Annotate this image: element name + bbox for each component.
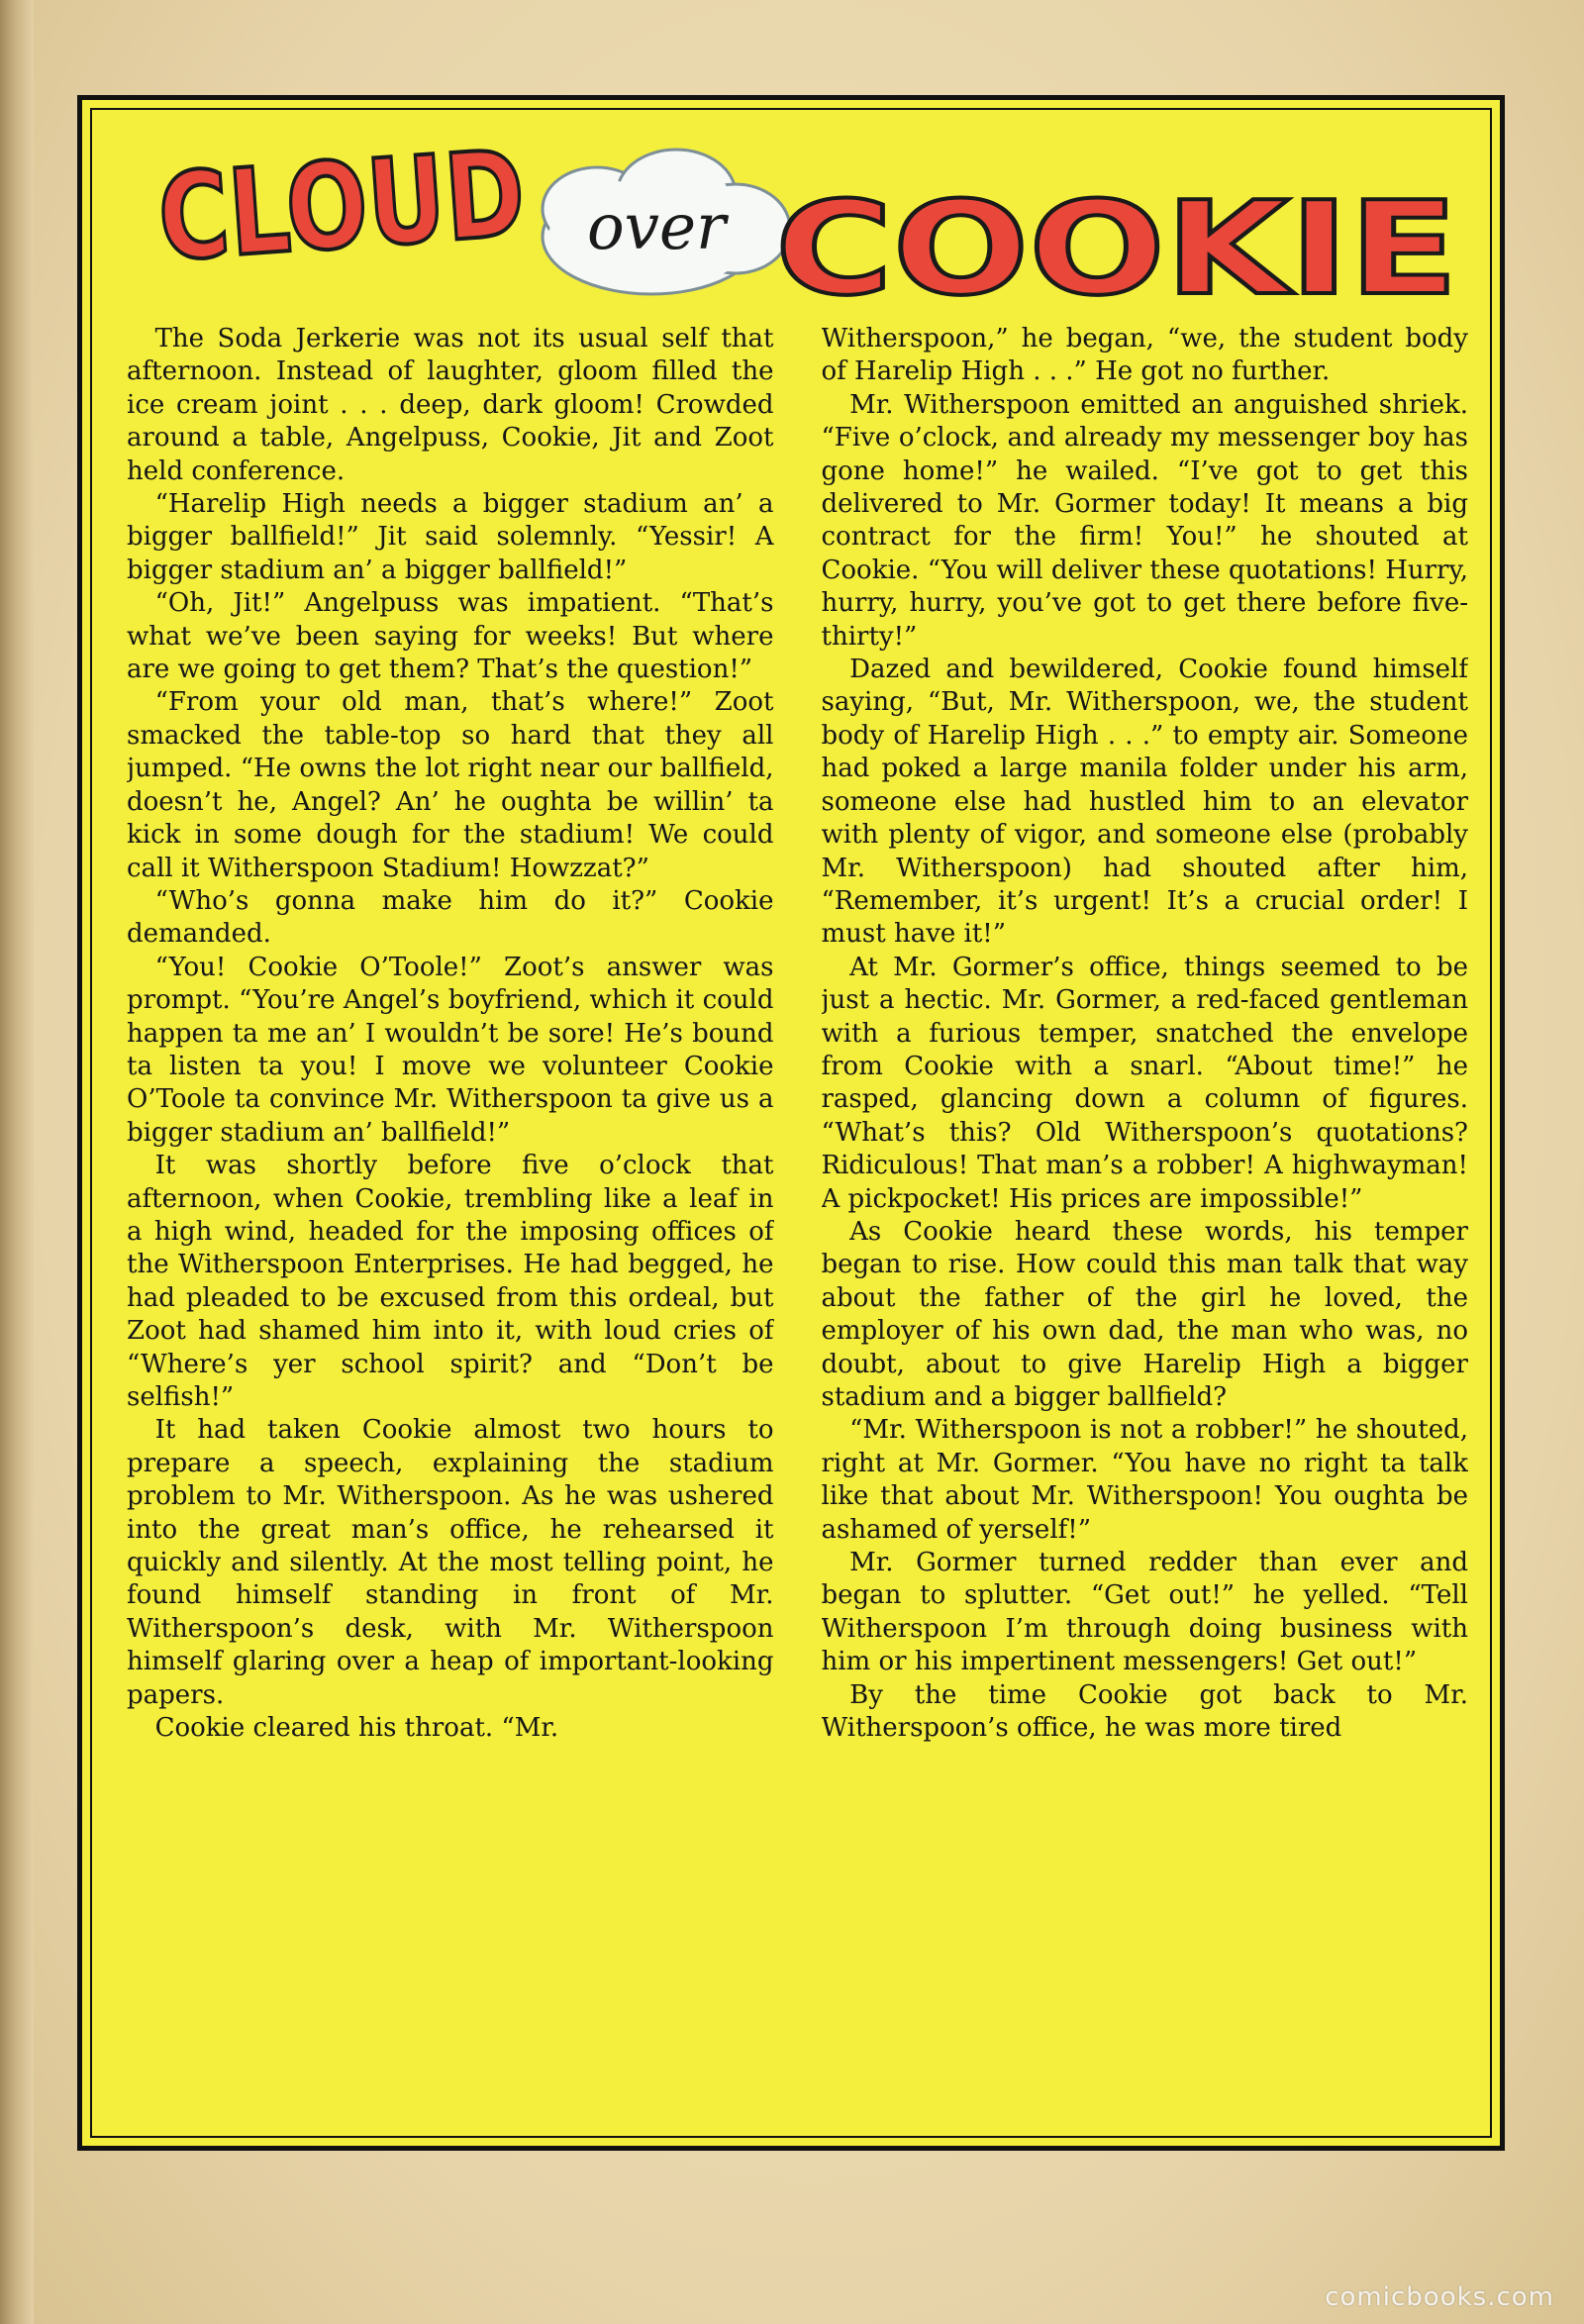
story-paragraph: As Cookie heard these words, his temper began to rise. How could this man talk that way about the father of the girl he loved, the employer of his own dad, the man who was, no doubt, about to give Harelip High a bigger stadium and a bigger ballfield?: [821, 1216, 1468, 1412]
title-word-cloud: CLOUD: [153, 119, 618, 289]
story-paragraph: Cookie cleared his throat. “Mr.: [154, 1713, 559, 1744]
story-paragraph: “Oh, Jit!” Angelpuss was impatient. “That’s what we’ve been saying for weeks! But where are we going to get them? That’s the question!”: [127, 588, 774, 685]
title-word-over: over: [587, 191, 730, 264]
story-paragraph: “Mr. Witherspoon is not a robber!” he shouted, right at Mr. Gormer. “You have no right ta talk like that about Mr. Witherspoon! You oughta be ashamed of yerself!”: [821, 1415, 1468, 1545]
story-title: [82, 100, 1510, 328]
story-paragraph: Dazed and bewildered, Cookie found himself saying, “But, Mr. Witherspoon, we, the student body of Harelip High . . .” to empty air. Someone had poked a large manila folder under his arm, someone else had hustled him to an elevator with plenty of vigor, and someone else (probably Mr. Witherspoon) had shouted after him, “Remember, it’s urgent! It’s a crucial order! I must have it!”: [821, 655, 1468, 950]
story-paragraph: At Mr. Gormer’s office, things seemed to be just a hectic. Mr. Gormer, a red-faced gentleman with a furious temper, snatched the envelope from Cookie with a snarl. “About time!” he rasped, glancing down a column of figures. “What’s this? Old Witherspoon’s quotations? Ridiculous! That man’s a robber! A highwayman! A pickpocket! His prices are impossible!”: [821, 952, 1468, 1214]
story-panel: [77, 95, 1505, 2151]
site-watermark: comicbooks.com: [1325, 2282, 1554, 2312]
story-paragraph: “Harelip High needs a bigger stadium an’ a bigger ballfield!” Jit said solemnly. “Yessir! A bigger stadium an’ a bigger ballfield!”: [127, 489, 774, 585]
title-word-cookie: COOKIE: [775, 173, 1458, 324]
story-columns: [127, 323, 1468, 2115]
story-paragraph: “You! Cookie O’Toole!” Zoot’s answer was prompt. “You’re Angel’s boyfriend, which it could happen ta me an’ I wouldn’t be sore! He’s bound ta listen ta you! I move we volunteer Cookie O’Toole ta convince Mr. Witherspoon ta give us a bigger stadium an’ ballfield!”: [127, 952, 774, 1148]
story-paragraph: Mr. Gormer turned redder than ever and began to splutter. “Get out!” he yelled. “Tell Witherspoon I’m through doing business with him or his impertinent messengers! Get out!”: [821, 1548, 1468, 1677]
story-paragraph: The Soda Jerkerie was not its usual self that afternoon. Instead of laughter, gloom filled the ice cream joint . . . deep, dark gloom! Crowded around a table, Angelpuss, Cookie, Jit and Zoot held conference.: [127, 324, 774, 486]
story-column-left: [127, 323, 774, 2115]
binding-edge: [0, 0, 34, 2324]
story-paragraph: It had taken Cookie almost two hours to prepare a speech, explaining the stadium problem to Mr. Witherspoon. As he was ushered into the great man’s office, he rehearsed it quickly and silently. At the most telling point, he found himself standing in front of Mr. Witherspoon’s desk, with Mr. Witherspoon himself glaring over a heap of important-looking papers.: [127, 1415, 774, 1710]
story-paragraph: Mr. Witherspoon emitted an anguished shriek. “Five o’clock, and already my messenger boy has gone home!” he wailed. “I’ve got to get this delivered to Mr. Gormer today! It means a big contract for the firm! You!” he shouted at Cookie. “You will deliver these quotations! Hurry, hurry, hurry, you’ve got to get there before five-thirty!”: [821, 389, 1468, 652]
story-column-right: [822, 323, 1469, 2115]
story-paragraph: “Who’s gonna make him do it?” Cookie demanded.: [127, 885, 774, 950]
story-paragraph: It was shortly before five o’clock that afternoon, when Cookie, trembling like a leaf in a high wind, headed for the imposing offices of the Witherspoon Enterprises. He had begged, he had pleaded to be excused from this ordeal, but Zoot had shamed him into it, with loud cries of “Where’s yer school spirit? and “Don’t be selfish!”: [127, 1151, 774, 1412]
story-paragraph: Witherspoon,” he began, “we, the student body of Harelip High . . .” He got no further.: [821, 324, 1468, 387]
story-paragraph: “From your old man, that’s where!” Zoot smacked the table-top so hard that they all jumped. “He owns the lot right near our ballfield, doesn’t he, Angel? An’ he oughta be willin’ ta kick in some dough for the stadium! We could call it Witherspoon Stadium! Howzzat?”: [127, 687, 774, 883]
story-paragraph: By the time Cookie got back to Mr. Witherspoon’s office, he was more tired: [821, 1679, 1468, 1744]
